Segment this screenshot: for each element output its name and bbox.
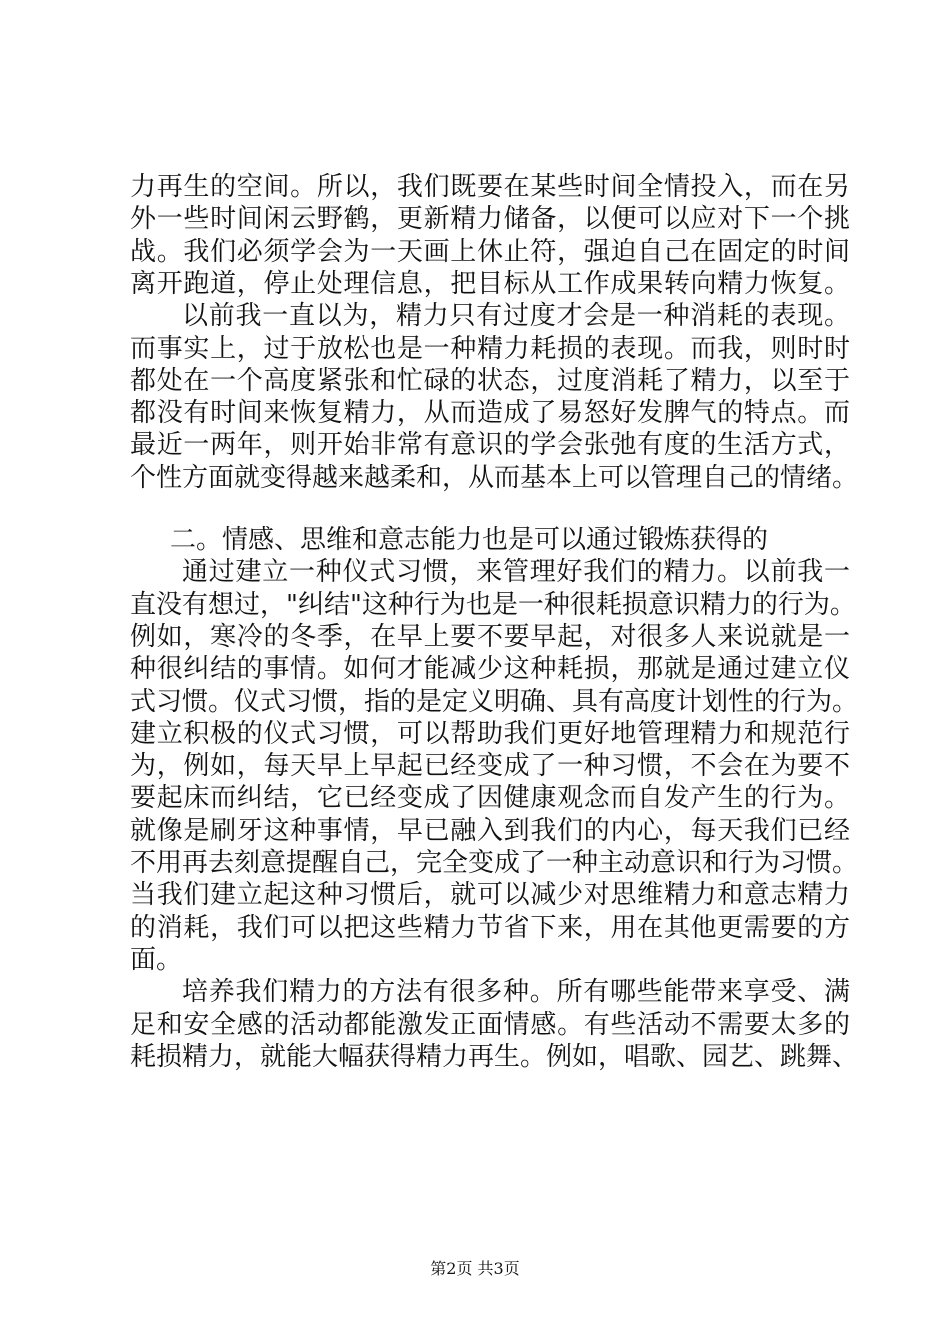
- text-line: 直没有想过，"纠结"这种行为也是一种很耗损意识精力的行为。: [130, 589, 856, 620]
- paragraph-first-line: 培养我们精力的方法有很多种。所有哪些能带来享受、满: [182, 977, 850, 1008]
- text-line: 式习惯。仪式习惯，指的是定义明确、具有高度计划性的行为。: [130, 686, 859, 717]
- section-heading: 二。情感、思维和意志能力也是可以通过锻炼获得的: [170, 525, 769, 555]
- paragraph-first-line: 以前我一直以为，精力只有过度才会是一种消耗的表现。: [182, 301, 850, 332]
- text-line: 都处在一个高度紧张和忙碌的状态，过度消耗了精力，以至于: [130, 365, 850, 396]
- text-line: 为，例如，每天早上早起已经变成了一种习惯，不会在为要不: [130, 751, 850, 782]
- text-line: 外一些时间闲云野鹤，更新精力储备，以便可以应对下一个挑: [130, 204, 850, 235]
- text-line: 个性方面就变得越来越柔和，从而基本上可以管理自己的情绪。: [130, 462, 859, 493]
- text-line: 足和安全感的活动都能激发正面情感。有些活动不需要太多的: [130, 1009, 850, 1040]
- text-line: 耗损精力，就能大幅获得精力再生。例如，唱歌、园艺、跳舞、: [130, 1041, 859, 1072]
- text-line: 都没有时间来恢复精力，从而造成了易怒好发脾气的特点。而: [130, 398, 850, 429]
- text-line: 最近一两年，则开始非常有意识的学会张弛有度的生活方式，: [130, 430, 850, 461]
- text-line: 战。我们必须学会为一天画上休止符，强迫自己在固定的时间: [130, 236, 850, 267]
- text-line: 种很纠结的事情。如何才能减少这种耗损，那就是通过建立仪: [130, 654, 850, 685]
- text-line: 而事实上，过于放松也是一种精力耗损的表现。而我，则时时: [130, 333, 850, 364]
- text-line: 的消耗，我们可以把这些精力节省下来，用在其他更需要的方: [130, 912, 850, 943]
- text-line: 建立积极的仪式习惯，可以帮助我们更好地管理精力和规范行: [130, 718, 850, 749]
- page-number-footer: 第2页 共3页: [430, 1259, 520, 1278]
- text-line: 要起床而纠结，它已经变成了因健康观念而自发产生的行为。: [130, 783, 850, 814]
- text-line: 就像是刷牙这种事情，早已融入到我们的内心，每天我们已经: [130, 815, 850, 846]
- text-line: 不用再去刻意提醒自己，完全变成了一种主动意识和行为习惯。: [130, 848, 859, 878]
- text-line: 当我们建立起这种习惯后，就可以减少对思维精力和意志精力: [130, 880, 850, 911]
- text-line: 例如，寒冷的冬季，在早上要不要早起，对很多人来说就是一: [130, 621, 850, 652]
- paragraph-first-line: 通过建立一种仪式习惯，来管理好我们的精力。以前我一: [182, 557, 850, 588]
- text-line: 力再生的空间。所以，我们既要在某些时间全情投入，而在另: [130, 172, 850, 202]
- text-line: 面。: [130, 944, 183, 975]
- text-line: 离开跑道，停止处理信息，把目标从工作成果转向精力恢复。: [130, 268, 850, 299]
